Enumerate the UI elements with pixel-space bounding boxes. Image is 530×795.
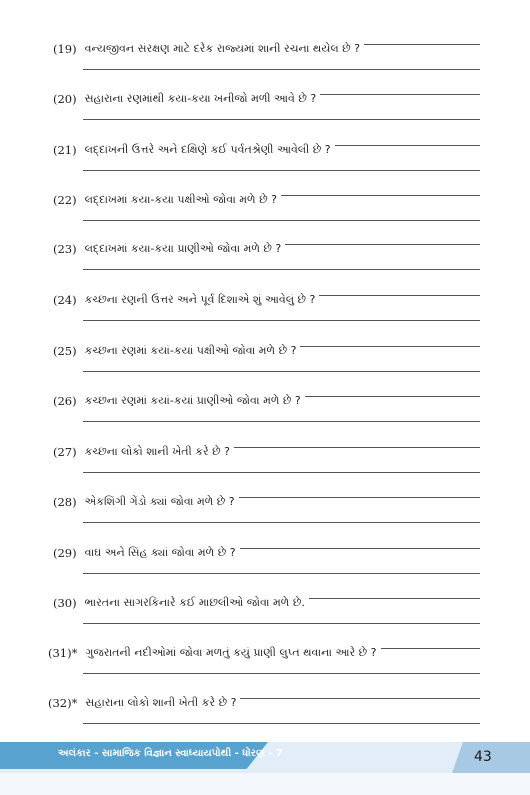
page-number: 43 <box>474 749 492 765</box>
question-text: કચ્છના રણની ઉત્તર અને પૂર્વ દિશાએ શું આવેલું છે ? <box>84 293 316 306</box>
answer-line[interactable] <box>335 145 480 146</box>
answer-line[interactable] <box>83 320 480 321</box>
question-number: (32)* <box>48 696 78 710</box>
question-text: વાઘ અને સિંહ ક્યાં જોવા મળે છે ? <box>84 546 236 559</box>
answer-line[interactable] <box>83 673 480 674</box>
answer-line[interactable] <box>285 244 480 245</box>
bottom-strip <box>0 773 530 795</box>
question-24 <box>0 291 530 331</box>
question-number: (28) <box>53 495 77 509</box>
question-21 <box>0 141 530 181</box>
question-number: (23) <box>53 242 77 256</box>
question-text: એકશિંગી ગેંડો ક્યાં જોવા મળે છે ? <box>84 495 235 508</box>
answer-line[interactable] <box>281 195 480 196</box>
question-19 <box>0 40 530 80</box>
question-text: લદ્દાખની ઉત્તરે અને દક્ષિણે કઈ પર્વતશ્રેણી આવેલી છે ? <box>84 143 331 156</box>
question-number: (20) <box>53 92 77 106</box>
answer-line[interactable] <box>83 220 480 221</box>
question-text: ગુજરાતની નદીઓમાં જોવા મળતું કયું પ્રાણી લુપ્ત થવાના આરે છે ? <box>85 646 377 659</box>
question-22 <box>0 191 530 231</box>
footer-title: અલંકાર - સામાજિક વિજ્ઞાન સ્વાધ્યાયપોથી - ધોરણ - 7 <box>58 748 283 759</box>
answer-line[interactable] <box>83 623 480 624</box>
question-text: કચ્છના રણમાં કયાં-કયાં પક્ષીઓ જોવા મળે છે ? <box>84 344 297 357</box>
question-20 <box>0 90 530 130</box>
answer-line[interactable] <box>319 295 480 296</box>
answer-line[interactable] <box>83 472 480 473</box>
question-text: કચ્છના લોકો શાની ખેતી કરે છે ? <box>84 445 231 458</box>
answer-line[interactable] <box>83 723 480 724</box>
question-number: (26) <box>53 394 77 408</box>
question-text: ભારતના સાગરકિનારે કઈ માછલીઓ જોવા મળે છે. <box>84 596 305 609</box>
answer-line[interactable] <box>83 371 480 372</box>
question-23 <box>0 240 530 280</box>
question-number: (30) <box>53 596 77 610</box>
question-number: (21) <box>53 143 77 157</box>
answer-line[interactable] <box>309 598 480 599</box>
question-text: કચ્છના રણમાં કયાં-કયાં પ્રાણીઓ જોવા મળે છે ? <box>84 394 301 407</box>
question-text: સહારાના રણમાંથી કયા-કયા ખનીજો મળી આવે છે ? <box>84 92 317 105</box>
answer-line[interactable] <box>234 447 480 448</box>
question-31 <box>0 644 530 684</box>
question-32 <box>0 694 530 734</box>
question-text: વન્યજીવન સંરક્ષણ માટે દરેક રાજ્યમાં શાની રચના થયેલ છે ? <box>84 42 360 55</box>
answer-line[interactable] <box>83 522 480 523</box>
question-number: (22) <box>53 193 77 207</box>
question-number: (19) <box>53 42 77 56</box>
answer-line[interactable] <box>83 421 480 422</box>
answer-line[interactable] <box>83 69 480 70</box>
question-30 <box>0 594 530 634</box>
question-28 <box>0 493 530 533</box>
answer-line[interactable] <box>381 648 481 649</box>
answer-line[interactable] <box>239 497 480 498</box>
answer-line[interactable] <box>364 44 480 45</box>
question-number: (25) <box>53 344 77 358</box>
answer-line[interactable] <box>83 170 480 171</box>
question-number: (27) <box>53 445 77 459</box>
question-text: સહારાના લોકો શાની ખેતી કરે છે ? <box>85 696 237 709</box>
answer-line[interactable] <box>320 94 480 95</box>
question-29 <box>0 544 530 584</box>
question-26 <box>0 392 530 432</box>
question-number: (29) <box>53 546 77 560</box>
question-text: લદ્દાખમાં કયા-કયા પક્ષીઓ જોવા મળે છે ? <box>84 193 277 206</box>
answer-line[interactable] <box>300 346 480 347</box>
question-27 <box>0 443 530 483</box>
answer-line[interactable] <box>83 119 480 120</box>
question-number: (31)* <box>48 646 78 660</box>
answer-line[interactable] <box>240 548 480 549</box>
answer-line[interactable] <box>83 573 480 574</box>
question-25 <box>0 342 530 382</box>
answer-line[interactable] <box>305 396 480 397</box>
answer-line[interactable] <box>240 698 480 699</box>
answer-line[interactable] <box>83 269 480 270</box>
question-text: લદ્દાખમાં કયા-કયા પ્રાણીઓ જોવા મળે છે ? <box>84 242 282 255</box>
question-number: (24) <box>53 293 77 307</box>
